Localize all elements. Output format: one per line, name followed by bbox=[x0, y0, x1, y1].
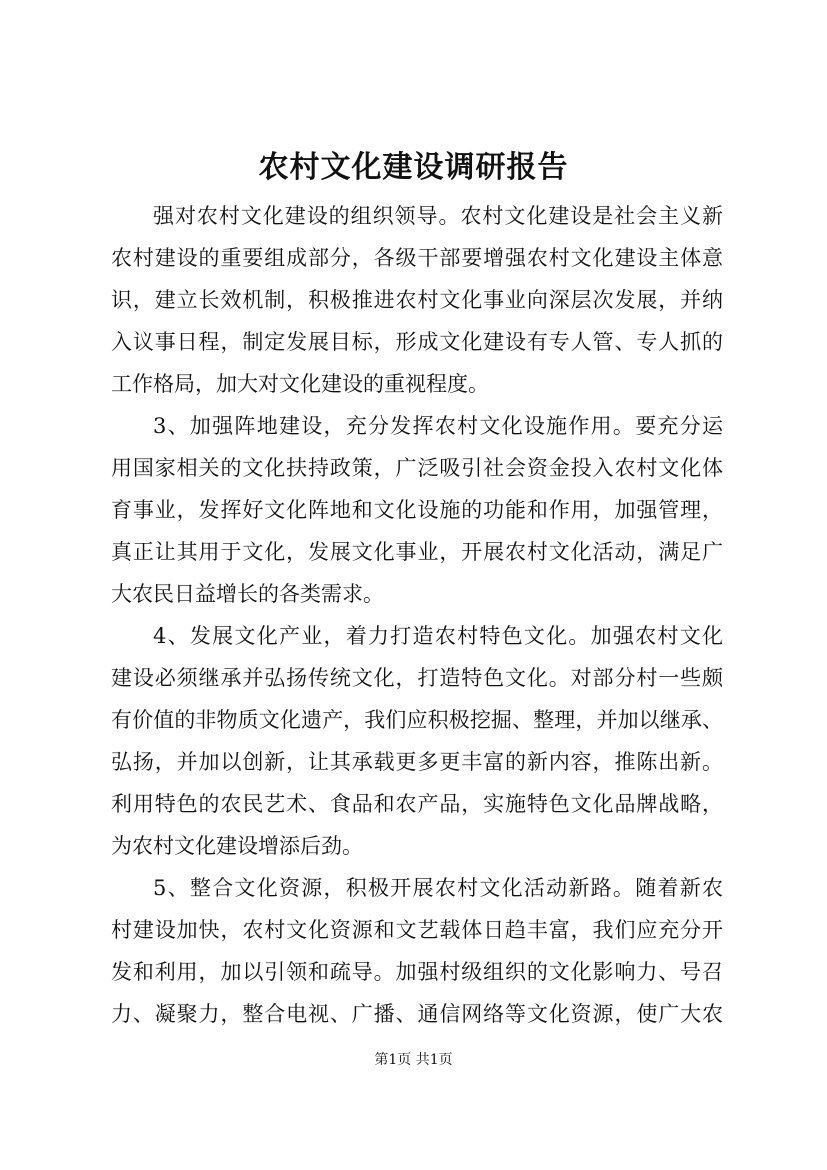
text-line: 农村建设的重要组成部分，各级干部要增强农村文化建设主体意 bbox=[111, 246, 723, 270]
text-line: 为农村文化建设增添后劲。 bbox=[111, 834, 363, 858]
text-line: 工作格局，加大对文化建设的重视程度。 bbox=[111, 372, 489, 396]
text-line: 用国家相关的文化扶持政策，广泛吸引社会资金投入农村文化体 bbox=[111, 456, 723, 480]
text-line: 弘扬，并加以创新，让其承载更多更丰富的新内容，推陈出新。 bbox=[111, 750, 723, 774]
text-line: 力、凝聚力，整合电视、广播、通信网络等文化资源，使广大农 bbox=[111, 1002, 723, 1026]
text-line: 利用特色的农民艺术、食品和农产品，实施特色文化品牌战略， bbox=[111, 792, 723, 816]
text-line: 强对农村文化建设的组织领导。农村文化建设是社会主义新 bbox=[153, 204, 723, 228]
page-footer: 第1页 共1页 bbox=[374, 1052, 453, 1068]
text-line: 5、整合文化资源，积极开展农村文化活动新路。随着新农 bbox=[153, 876, 723, 900]
text-line: 真正让其用于文化，发展文化事业，开展农村文化活动，满足广 bbox=[111, 540, 723, 564]
text-line: 3、加强阵地建设，充分发挥农村文化设施作用。要充分运 bbox=[153, 414, 723, 438]
text-line: 村建设加快，农村文化资源和文艺载体日趋丰富，我们应充分开 bbox=[111, 918, 723, 942]
text-line: 育事业，发挥好文化阵地和文化设施的功能和作用，加强管理， bbox=[111, 498, 723, 522]
text-line: 发和利用，加以引领和疏导。加强村级组织的文化影响力、号召 bbox=[111, 960, 723, 984]
text-line: 大农民日益增长的各类需求。 bbox=[111, 582, 384, 606]
text-line: 入议事日程，制定发展目标，形成文化建设有专人管、专人抓的 bbox=[111, 330, 723, 354]
document-title: 农村文化建设调研报告 bbox=[258, 150, 569, 185]
text-line: 识，建立长效机制，积极推进农村文化事业向深层次发展，并纳 bbox=[111, 288, 723, 312]
text-line: 建设必须继承并弘扬传统文化，打造特色文化。对部分村一些颇 bbox=[111, 666, 723, 690]
document-body bbox=[111, 195, 723, 1035]
text-line: 有价值的非物质文化遗产，我们应积极挖掘、整理，并加以继承、 bbox=[111, 708, 723, 732]
text-line: 4、发展文化产业，着力打造农村特色文化。加强农村文化 bbox=[153, 624, 723, 648]
